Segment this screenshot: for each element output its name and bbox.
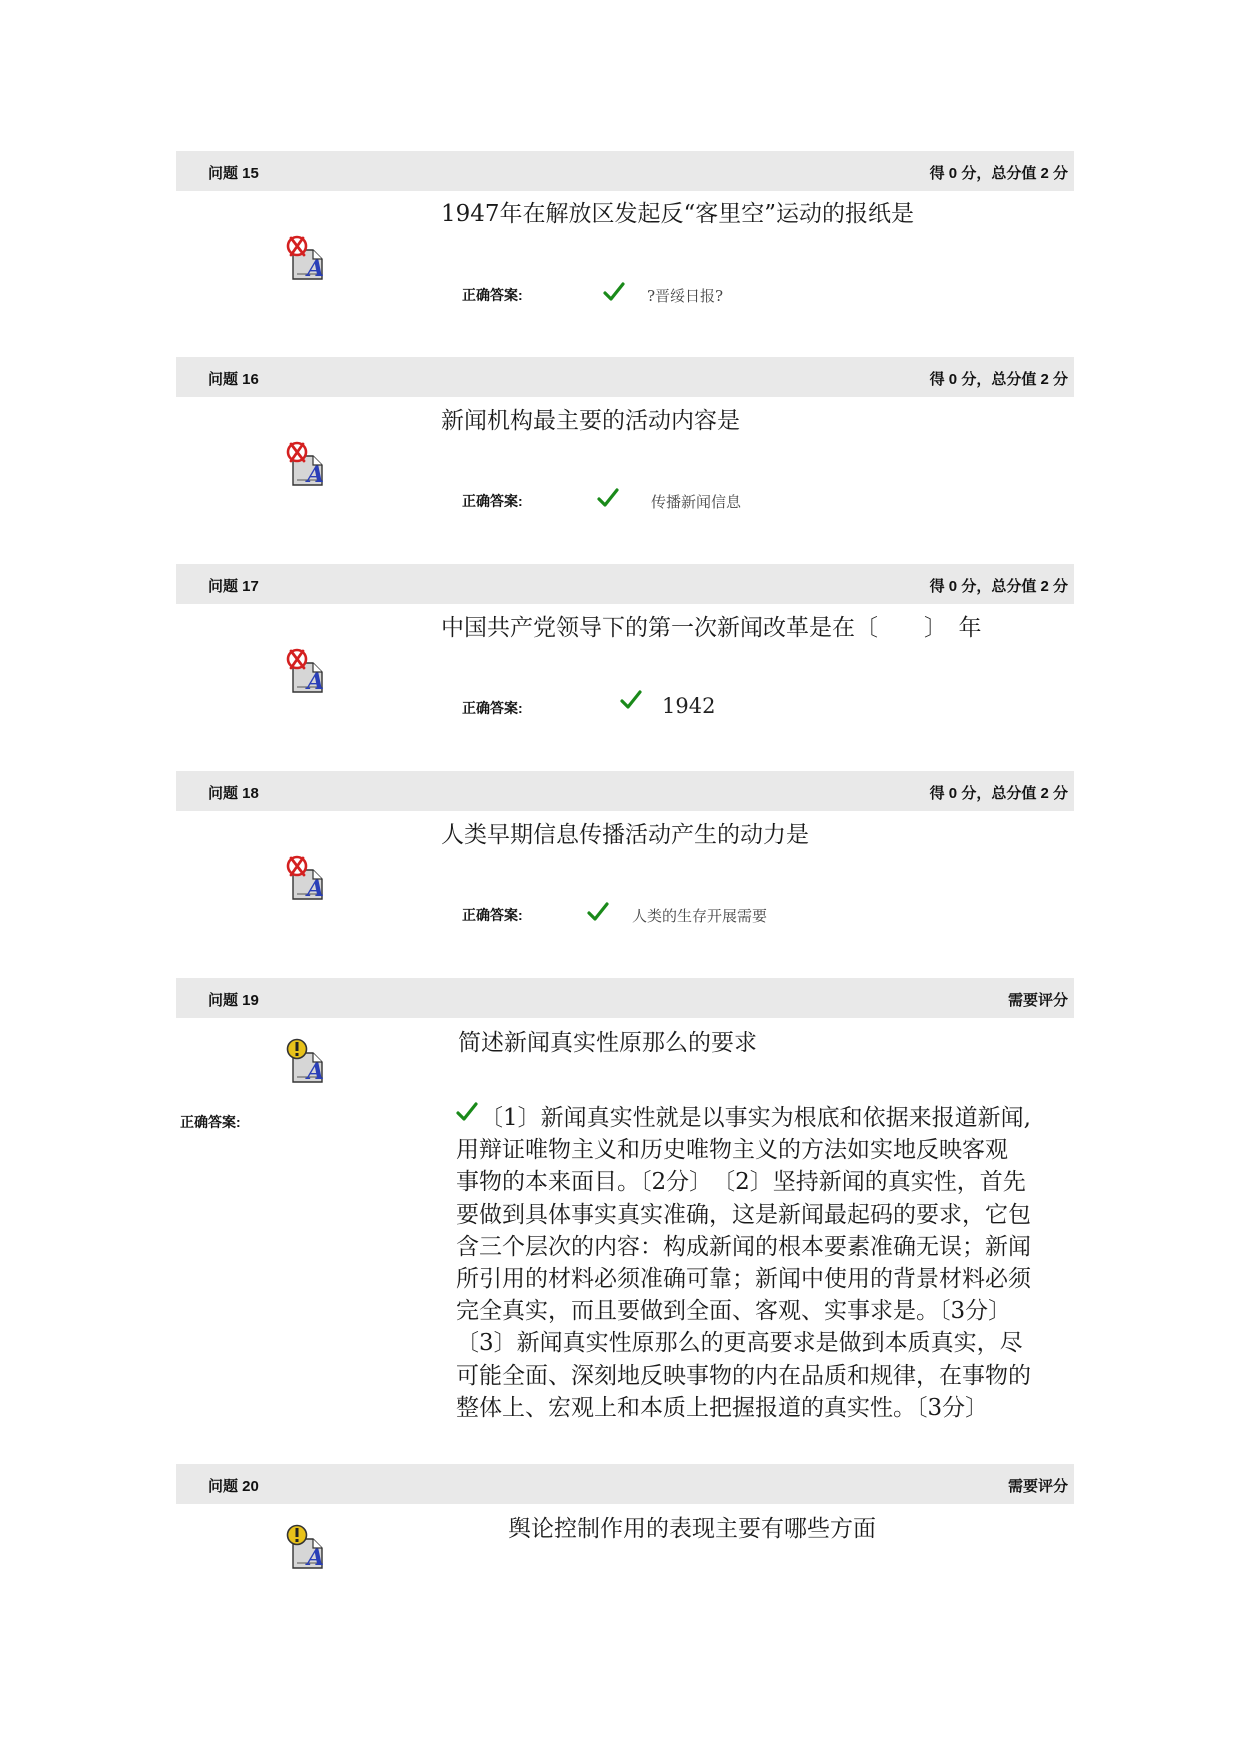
question-score: 需要评分: [1007, 1478, 1068, 1495]
answer-line: 用辩证唯物主义和历史唯物主义的方法如实地反映客观: [456, 1137, 1008, 1164]
correct-answer: 传播新闻信息: [651, 493, 742, 511]
question-score: 得 0 分，总分值 2 分: [929, 578, 1068, 595]
question-header: [176, 1464, 1074, 1504]
correct-answer: 1942: [662, 694, 716, 718]
question-number: 问题 17: [208, 578, 259, 595]
question-header: [176, 357, 1074, 397]
incorrect-answer-icon: [284, 234, 332, 282]
answer-line: 事物的本来面目。〔2分〕 〔2〕坚持新闻的真实性，首先: [456, 1169, 1026, 1196]
question-text: 新闻机构最主要的活动内容是: [441, 408, 740, 434]
question-number: 问题 16: [208, 371, 259, 388]
incorrect-answer-icon: [284, 647, 332, 695]
correct-answer-label: 正确答案:: [462, 493, 523, 509]
correct-answer-label: 正确答案:: [462, 907, 523, 923]
question-header: [176, 771, 1074, 811]
question-text: 中国共产党领导下的第一次新闻改革是在〔 〕 年: [441, 615, 982, 641]
check-icon: [597, 487, 619, 509]
correct-answer-label: 正确答案:: [180, 1114, 241, 1130]
needs-grading-icon: [284, 1037, 332, 1085]
question-score: 得 0 分，总分值 2 分: [929, 165, 1068, 182]
correct-answer-label: 正确答案:: [462, 700, 523, 716]
answer-line: 完全真实，而且要做到全面、客观、实事求是。〔3分〕: [456, 1298, 1012, 1325]
answer-line: 〔1〕新闻真实性就是以事实为根底和依据来报道新闻,: [480, 1105, 1031, 1131]
incorrect-answer-icon: [284, 440, 332, 488]
question-text: 1947年在解放区发起反“客里空”运动的报纸是: [441, 201, 915, 227]
answer-line: 要做到具体事实真实准确，这是新闻最起码的要求，它包: [456, 1201, 1031, 1228]
question-number: 问题 19: [208, 992, 259, 1009]
question-header: [176, 978, 1074, 1018]
correct-answer: 人类的生存开展需要: [632, 907, 768, 925]
question-number: 问题 15: [208, 165, 259, 182]
question-number: 问题 18: [208, 785, 259, 802]
check-icon: [587, 901, 609, 923]
correct-answer-label: 正确答案:: [462, 287, 523, 303]
correct-answer: ?晋绥日报?: [647, 287, 724, 305]
question-text: 简述新闻真实性原那么的要求: [458, 1030, 757, 1056]
answer-line: 可能全面、深刻地反映事物的内在品质和规律，在事物的: [456, 1362, 1031, 1389]
check-icon: [603, 281, 625, 303]
essay-answer: [456, 1102, 1076, 1424]
answer-line: 含三个层次的内容：构成新闻的根本要素准确无误；新闻: [456, 1233, 1031, 1260]
needs-grading-icon: [284, 1523, 332, 1571]
question-score: 需要评分: [1007, 992, 1068, 1009]
question-text: 人类早期信息传播活动产生的动力是: [441, 822, 809, 848]
check-icon: [620, 689, 642, 711]
question-header: [176, 564, 1074, 604]
question-score: 得 0 分，总分值 2 分: [929, 785, 1068, 802]
question-text: 舆论控制作用的表现主要有哪些方面: [508, 1516, 876, 1542]
question-header: [176, 151, 1074, 191]
question-number: 问题 20: [208, 1478, 259, 1495]
answer-line: 所引用的材料必须准确可靠；新闻中使用的背景材料必须: [456, 1266, 1031, 1293]
answer-line: 整体上、宏观上和本质上把握报道的真实性。〔3分〕: [456, 1394, 989, 1421]
incorrect-answer-icon: [284, 854, 332, 902]
question-score: 得 0 分，总分值 2 分: [929, 371, 1068, 388]
answer-line: 〔3〕新闻真实性原那么的更高要求是做到本质真实，尽: [456, 1330, 1023, 1357]
